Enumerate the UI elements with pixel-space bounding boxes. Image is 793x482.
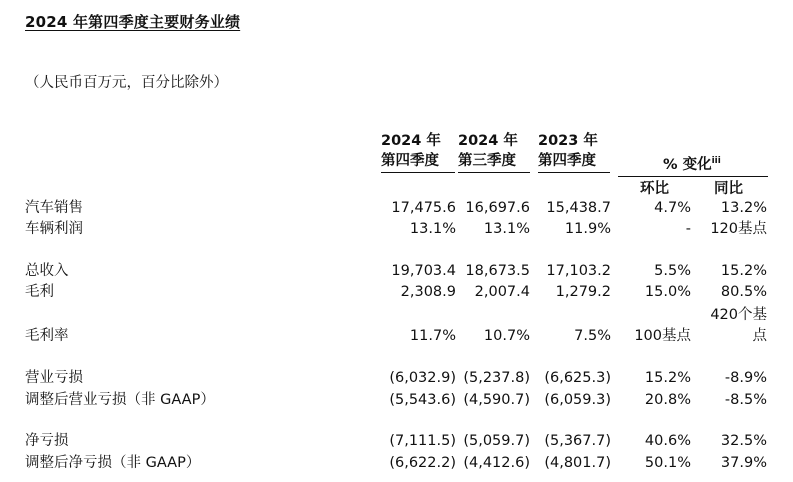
row-label: 净亏损 — [25, 433, 69, 449]
column-header-q3-2024 — [458, 131, 530, 173]
row-label: 毛利 — [25, 284, 54, 300]
cell-q4-2023: (4,801.7) — [544, 455, 611, 471]
cell-yoy: 120基点 — [710, 221, 767, 237]
cell-q4-2024: 17,475.6 — [391, 200, 456, 216]
cell-q3-2024: (5,237.8) — [463, 370, 530, 386]
cell-q3-2024: 18,673.5 — [465, 263, 530, 279]
cell-q4-2023: 17,103.2 — [546, 263, 611, 279]
cell-yoy: 13.2% — [720, 200, 767, 216]
cell-q4-2024: 2,308.9 — [400, 284, 456, 300]
cell-q4-2024: (6,622.2) — [389, 455, 456, 471]
table-row-adjusted-operating-loss — [25, 390, 770, 411]
cell-q4-2023: (6,625.3) — [544, 370, 611, 386]
row-label: 调整后营业亏损（非 GAAP） — [25, 392, 215, 408]
column-header-year: 2024 年 — [458, 133, 518, 149]
cell-q4-2023: 7.5% — [574, 328, 611, 344]
table-row-total-revenue — [25, 261, 770, 282]
table-row-adjusted-net-loss — [25, 453, 770, 474]
column-header-change — [618, 151, 768, 177]
column-header-year: 2024 年 — [381, 133, 441, 149]
cell-qoq: 100基点 — [634, 328, 691, 344]
cell-qoq: 20.8% — [644, 392, 691, 408]
cell-q3-2024: 2,007.4 — [474, 284, 530, 300]
column-header-year: 2023 年 — [538, 133, 598, 149]
cell-q4-2023: (6,059.3) — [544, 392, 611, 408]
row-label: 毛利率 — [25, 328, 69, 344]
cell-q4-2023: 1,279.2 — [555, 284, 611, 300]
cell-qoq: 50.1% — [644, 455, 691, 471]
column-header-qoq: 环比 — [640, 181, 669, 197]
row-label: 总收入 — [25, 263, 69, 279]
units-note: （人民币百万元，百分比除外） — [25, 75, 228, 91]
cell-q3-2024: 16,697.6 — [465, 200, 530, 216]
column-header-quarter: 第三季度 — [458, 151, 530, 173]
table-row-operating-loss — [25, 368, 770, 389]
cell-q3-2024: (4,590.7) — [463, 392, 530, 408]
column-header-q4-2024 — [381, 131, 455, 173]
cell-q4-2024: (5,543.6) — [389, 392, 456, 408]
cell-qoq: 15.0% — [644, 284, 691, 300]
cell-q4-2024: 19,703.4 — [391, 263, 456, 279]
row-label: 汽车销售 — [25, 200, 83, 216]
cell-q3-2024: 13.1% — [483, 221, 530, 237]
cell-q4-2024: (7,111.5) — [389, 433, 456, 449]
cell-yoy: 80.5% — [720, 284, 767, 300]
column-header-q4-2023 — [538, 131, 610, 173]
column-header-yoy: 同比 — [714, 181, 743, 197]
cell-q3-2024: (5,059.7) — [463, 433, 530, 449]
cell-yoy: 37.9% — [720, 455, 767, 471]
page-title: 2024 年第四季度主要财务业绩 — [25, 13, 241, 31]
table-row-gross-profit — [25, 282, 770, 303]
cell-qoq: 5.5% — [654, 263, 691, 279]
cell-qoq: 40.6% — [644, 433, 691, 449]
column-header-quarter: 第四季度 — [381, 151, 455, 173]
cell-qoq: 15.2% — [644, 370, 691, 386]
table-row-gross-margin — [25, 305, 770, 347]
cell-yoy-line1: 420个基 — [710, 307, 767, 323]
change-label: % 变化 — [663, 157, 712, 173]
cell-q4-2023: 15,438.7 — [546, 200, 611, 216]
cell-yoy: 32.5% — [720, 433, 767, 449]
table-row-vehicle-margin — [25, 219, 770, 240]
cell-yoy — [697, 305, 767, 347]
cell-q3-2024: (4,412.6) — [463, 455, 530, 471]
row-label: 营业亏损 — [25, 370, 83, 386]
cell-q3-2024: 10.7% — [483, 328, 530, 344]
cell-qoq: 4.7% — [654, 200, 691, 216]
row-label: 车辆利润 — [25, 221, 83, 237]
cell-q4-2024: 13.1% — [409, 221, 456, 237]
cell-q4-2023: (5,367.7) — [544, 433, 611, 449]
change-footnote-marker: iii — [711, 156, 721, 166]
cell-yoy: -8.9% — [724, 370, 767, 386]
table-row-vehicle-sales — [25, 198, 770, 219]
cell-q4-2024: (6,032.9) — [389, 370, 456, 386]
column-header-quarter: 第四季度 — [538, 151, 610, 173]
cell-yoy-line2: 点 — [752, 328, 767, 344]
cell-yoy: 15.2% — [720, 263, 767, 279]
cell-q4-2023: 11.9% — [564, 221, 611, 237]
row-label: 调整后净亏损（非 GAAP） — [25, 455, 201, 471]
table-row-net-loss — [25, 431, 770, 452]
cell-q4-2024: 11.7% — [409, 328, 456, 344]
cell-qoq: - — [685, 221, 691, 237]
cell-yoy: -8.5% — [724, 392, 767, 408]
